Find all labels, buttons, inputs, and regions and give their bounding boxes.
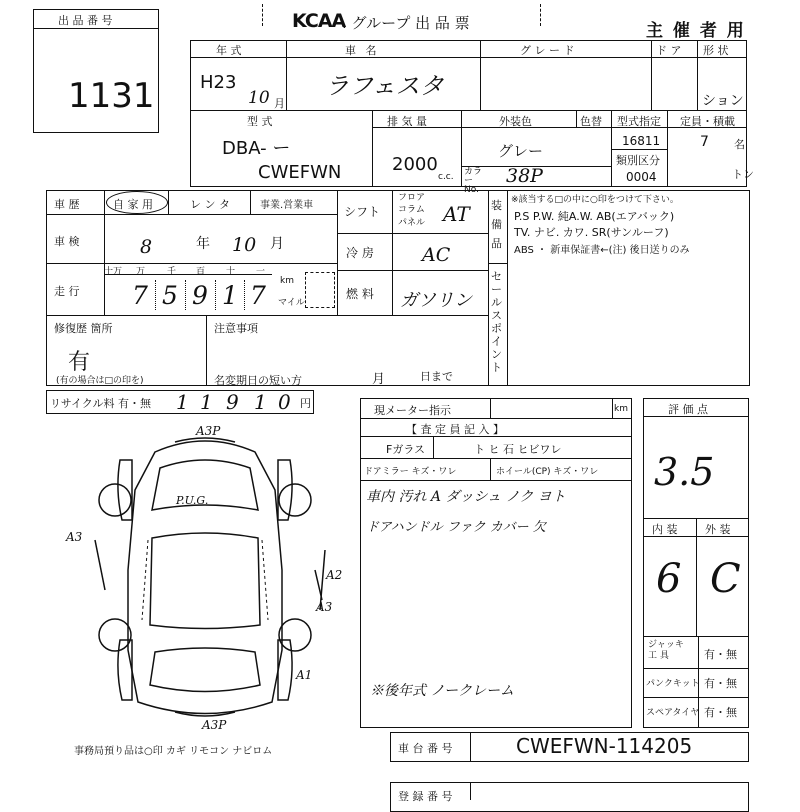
divider [651,40,652,110]
glass-label: Fガラス [386,443,425,456]
rental-option[interactable]: レ ン タ [190,198,230,211]
registration-label: 登 録 番 号 [398,790,453,803]
interior-grade: 6 [656,556,682,602]
fuel-label: 燃 料 [346,287,374,301]
equipment-label: 装 備 品 [491,199,502,250]
shape-label: 形 状 [703,44,729,57]
digit-label: 千 [167,267,177,277]
shift-value: AT [443,202,470,226]
equipment-line-1: P.S P.W. 純A.W. AB(エアバック) [514,210,675,223]
divider [612,398,613,418]
damage-mark: A3 [66,530,83,544]
model-month: 10 [248,88,270,108]
color-number: 38P [506,165,543,187]
divider [337,190,338,315]
equipment-line-3: ABS ・ 新車保証書←(注) 後日送りのみ [514,245,690,256]
divider [643,636,749,637]
digit-label: 万 [136,267,146,277]
damage-mark: A2 [326,568,343,582]
divider [490,458,491,480]
divider [433,436,434,458]
office-items-note: 事務局預り品は○印 カギ リモコン ナビロム [74,746,273,757]
mileage-digit: 1 [222,281,238,310]
interior-label: 内 装 [652,523,678,536]
divider [576,110,577,127]
organizer-label: 主 催 者 用 [646,21,746,41]
history-label: 車 歴 [54,198,80,211]
divider [507,190,508,386]
repair-label: 修復歴 箇所 [54,322,113,335]
model-code: CWEFWN [258,162,342,183]
era-year: H23 [200,72,237,93]
inspection-month: 10 [232,234,257,256]
ac-value: AC [422,244,451,266]
mile-label: マイル [278,298,305,308]
mile-box [305,272,335,308]
exterior-label: 外 装 [705,523,731,536]
sales-point-label: セールスポイント [491,270,502,374]
inspection-label: 車 検 [54,235,80,248]
divider [488,263,507,264]
divider [480,40,481,110]
meter-label: 現メーター指示 [374,404,451,417]
mirror-label: ドアミラー キズ・ワレ [364,467,457,477]
digit-label: 十 [226,267,236,277]
exterior-grade: C [710,556,741,602]
private-use-option[interactable]: 自 家 用 [113,198,153,211]
divider [392,190,393,315]
shift-label: シフト [344,205,381,219]
divider [360,458,632,459]
jack-value: 有・無 [704,648,737,661]
car-diagram [60,420,360,740]
damage-mark: A1 [296,668,313,682]
body-shape: ション [702,93,744,109]
divider [611,149,667,150]
divider [168,190,169,214]
color-change-label: 色替 [580,115,602,128]
corner-mark [540,4,541,26]
recycle-digit: 0 [278,390,291,414]
shift-floor[interactable]: フロア [398,193,426,203]
mileage-digit: 7 [250,281,266,310]
spare-tire-value: 有・無 [704,706,737,719]
recycle-digit: 1 [176,390,189,414]
shift-column[interactable]: コラム [398,205,425,215]
divider [337,270,488,271]
divider [46,263,337,264]
corner-mark [262,4,263,26]
repair-note: (有の場合は□の印を) [56,376,144,386]
divider [206,315,207,386]
equipment-line-2: TV. ナビ. カワ. SR(サンルーフ) [514,226,669,239]
inspection-year: 8 [140,236,153,258]
capacity: 7 [700,134,709,150]
repair-value: 有 [68,350,91,375]
cc-unit: c.c. [438,172,454,182]
model-prefix: DBA- ー [222,138,291,159]
recycle-unit: 円 [300,397,311,410]
type-designation-label: 型式指定 [617,115,661,128]
grade-label: グ レ ー ド [520,44,575,57]
notes-label: 注意事項 [214,322,258,335]
wheel-label: ホイール(CP) キズ・ワレ [496,467,599,477]
circle-mark [106,191,168,214]
mileage-digit: 9 [192,281,208,310]
type-designation: 16811 [622,134,661,148]
divider [643,697,749,698]
door-label: ド ア [656,44,682,57]
divider [104,190,105,315]
form-title: . グループ 出 品 票 [342,14,470,32]
logo: KCAA [292,10,346,32]
puncture-kit-value: 有・無 [704,677,737,690]
divider [286,40,287,110]
car-name: ラフェスタ [325,72,444,100]
divider [337,233,488,234]
damage-mark: A3P [196,424,221,438]
chassis-number: CWEFWN-114205 [516,734,693,758]
name-change-day: 日まで [420,370,453,383]
divider [490,398,491,418]
digit-label: 十万 [104,267,123,277]
capacity-unit: 名 [734,138,745,151]
divider [667,110,668,187]
score-label: 評 価 点 [668,403,708,416]
inspector-note-2: ドアハンドル ファク カバー 欠 [366,520,546,535]
exterior-color: グレー [498,142,544,160]
load-unit: トン [732,168,754,181]
glass-options: ト ヒ 石 ヒビワレ [474,443,562,456]
lot-number: 1131 [68,76,155,116]
divider [643,668,749,669]
damage-mark: A3P [202,718,227,732]
divider [185,280,186,310]
jack-label: ジャッキ 工 具 [648,640,684,661]
divider [470,732,471,762]
month-unit: 月 [270,236,284,252]
divider [488,190,489,386]
car-name-label: 車 名 [345,44,380,57]
damage-mark: P.U.G. [176,494,209,507]
recycle-label: リサイクル料 有・無 [50,397,151,410]
divider [360,480,632,481]
km-label: km [280,276,294,286]
equipment-note: ※該当する□の中に○印をつけて下さい。 [511,195,679,205]
class-code: 0004 [626,170,657,184]
divider [104,274,272,275]
recycle-digit: 9 [226,390,239,414]
displacement: 2000 [392,154,438,175]
fuel-value: ガソリン [400,290,472,311]
divider [470,782,471,800]
displacement-label: 排 気 量 [387,115,427,128]
shift-panel[interactable]: パネル [398,218,426,228]
year-label: 年 式 [216,44,242,57]
divider [215,280,216,310]
divider [155,280,156,310]
mileage-label: 走 行 [54,285,80,298]
year-unit: 年 [196,236,210,252]
recycle-digit: 1 [200,390,213,414]
puncture-kit-label: パンクキット [646,679,700,689]
inspector-note-1: 車内 汚れ A ダッシュ ノク ヨト [366,489,566,505]
divider [33,28,159,29]
name-change-label: 名変期日の短い方 [214,374,302,387]
mileage-digit: 5 [162,281,178,310]
divider [46,315,488,316]
model-type-label: 型 式 [247,115,273,128]
inspector-label: 【 査 定 員 記 入 】 [406,423,504,436]
lot-number-label: 出 品 番 号 [58,14,113,27]
divider [360,418,632,419]
chassis-label: 車 台 番 号 [398,742,453,755]
class-label: 類別区分 [616,154,660,167]
recycle-digit: 1 [254,390,267,414]
capacity-label: 定員・積載 [680,115,735,128]
divider [696,518,697,636]
divider [372,110,373,187]
meter-unit: km [614,404,628,414]
divider [461,110,462,187]
name-change-month: 月 [372,372,386,387]
business-option[interactable]: 事業.営業車 [260,200,314,211]
mileage-digit: 7 [132,281,148,310]
divider [244,280,245,310]
spare-tire-label: スペアタイヤ [646,708,700,718]
exterior-color-label: 外装色 [499,115,532,128]
digit-label: 一 [256,267,266,277]
overall-score: 3.5 [654,450,715,494]
color-number-label: カラー No. [464,167,483,195]
month-unit: 月 [274,97,285,110]
divider [46,214,337,215]
damage-mark: A3 [316,600,333,614]
inspector-note-3: ※後年式 ノークレーム [370,683,515,699]
divider [697,40,698,110]
divider [250,190,251,214]
ac-label: 冷 房 [346,246,374,260]
digit-label: 百 [196,267,206,277]
